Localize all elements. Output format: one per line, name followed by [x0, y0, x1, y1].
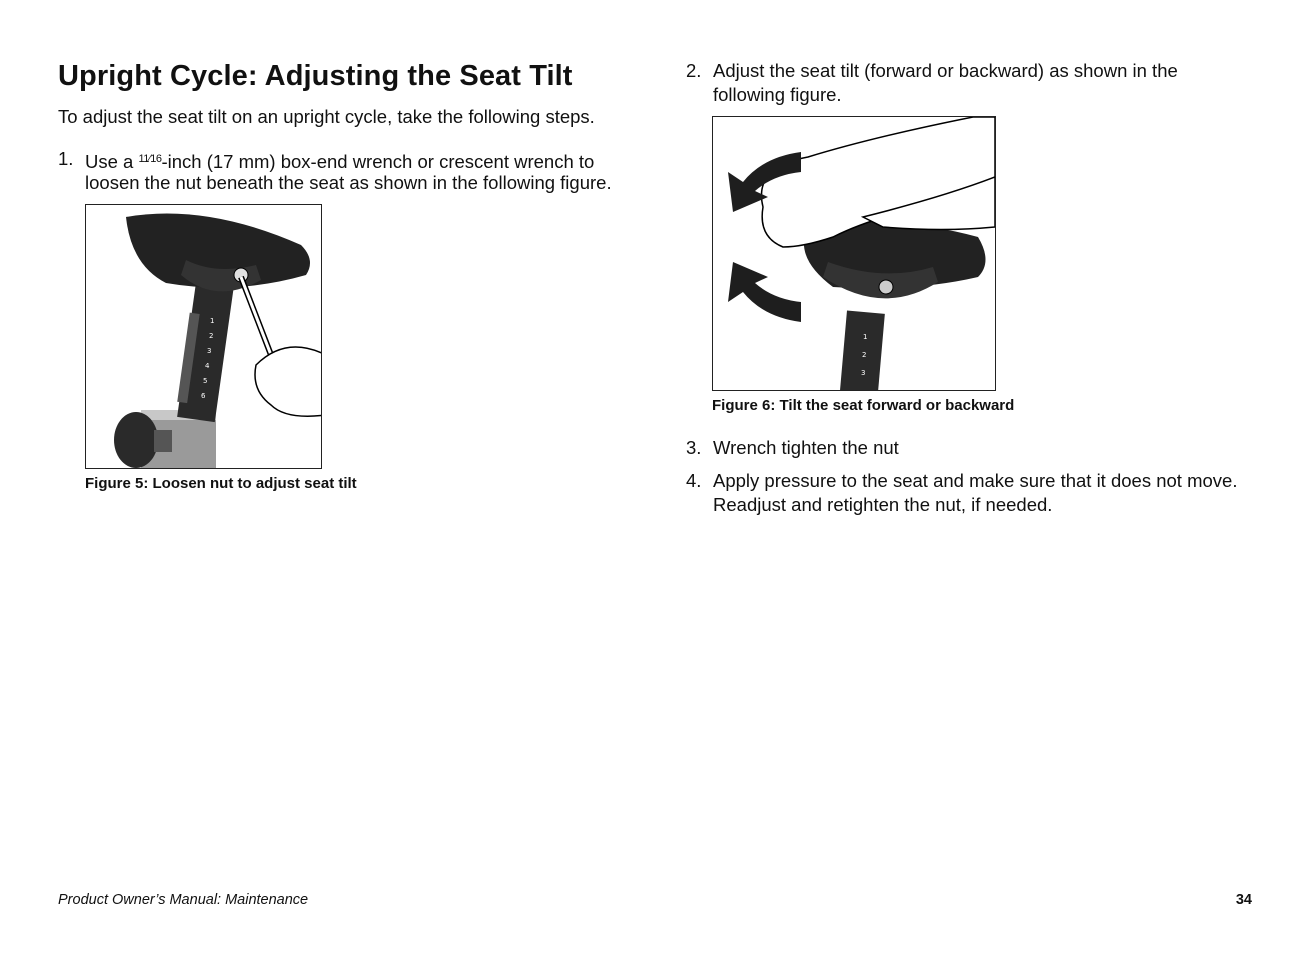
post-mark: 2	[209, 332, 214, 340]
step-1	[58, 147, 658, 197]
figure-6-caption: Figure 6: Tilt the seat forward or backward	[712, 397, 1015, 414]
post-mark: 4	[205, 362, 210, 370]
wrench-size-fraction: 11⁄16	[138, 153, 162, 165]
step-number: 2.	[686, 60, 702, 81]
step-number: 1.	[58, 148, 74, 169]
page-title: Upright Cycle: Adjusting the Seat Tilt	[58, 60, 573, 92]
post-mark: 6	[201, 392, 206, 400]
post-mark: 2	[862, 351, 867, 359]
step-text-continued: Readjust and retighten the nut, if needed.	[713, 494, 1053, 515]
post-mark: 1	[863, 333, 868, 341]
step-number: 3.	[686, 437, 702, 458]
step-number: 4.	[686, 470, 702, 491]
figure-6-image	[712, 116, 996, 391]
post-mark: 1	[210, 317, 215, 325]
step-text: Use a $^{11⁄16}$-inch (17 mm) box-end wrench or crescent wrench to	[85, 151, 595, 172]
post-mark: 3	[861, 369, 866, 377]
post-mark: 5	[203, 377, 208, 385]
figure-5-image	[85, 204, 322, 469]
step-text: Adjust the seat tilt (forward or backward) as shown in the	[713, 60, 1178, 81]
step-text: Wrench tighten the nut	[713, 437, 899, 458]
step-text-continued: loosen the nut beneath the seat as shown in the following figure.	[85, 172, 612, 193]
figure-5-caption: Figure 5: Loosen nut to adjust seat tilt	[85, 475, 357, 492]
page-number: 34	[1235, 892, 1252, 908]
step-2	[686, 59, 1286, 109]
step-text: Apply pressure to the seat and make sure that it does not move.	[713, 470, 1238, 491]
tilt-backward-arrow-icon	[728, 262, 801, 322]
intro-text: To adjust the seat tilt on an upright cycle, take the following steps.	[58, 106, 595, 127]
step-text-continued: following figure.	[713, 84, 842, 105]
footer-document-title: Product Owner’s Manual: Maintenance	[58, 892, 309, 908]
step-4	[686, 469, 1286, 519]
step-3	[686, 436, 1286, 462]
post-mark: 3	[207, 347, 212, 355]
